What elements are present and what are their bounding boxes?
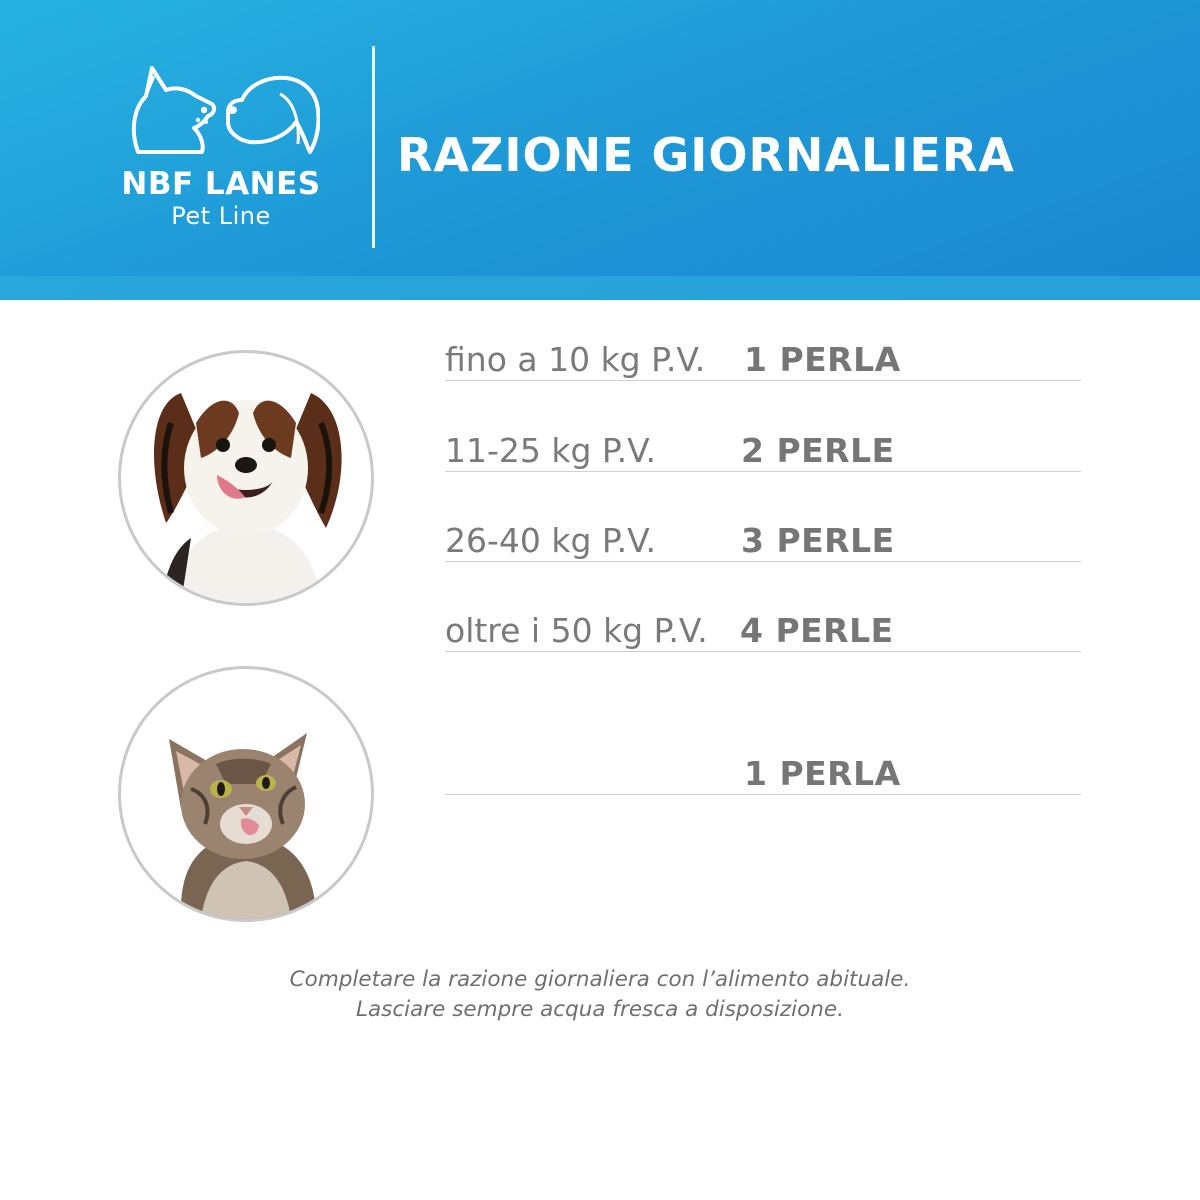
- dosage-weight: 11-25 kg P.V.: [445, 431, 656, 470]
- dosage-amount: 2 PERLE: [741, 431, 895, 470]
- cat-portrait: [118, 666, 374, 922]
- note-line-2: Lasciare sempre acqua fresca a disposizione.: [355, 997, 844, 1022]
- page-title: RAZIONE GIORNALIERA: [397, 128, 1015, 182]
- dosage-amount: 1 PERLA: [744, 754, 901, 793]
- brand-subtitle: Pet Line: [171, 202, 271, 230]
- header-band: [0, 276, 1200, 300]
- cat-and-dog-logo-icon: [120, 60, 320, 160]
- dosage-weight: fino a 10 kg P.V.: [445, 340, 706, 379]
- cat-illustration: [121, 669, 371, 919]
- dosage-amount: 4 PERLE: [740, 611, 894, 650]
- dosage-weight: 26-40 kg P.V.: [445, 521, 656, 560]
- dosage-row-4: [445, 611, 1081, 652]
- dosage-amount: 3 PERLE: [741, 521, 895, 560]
- dosage-weight: oltre i 50 kg P.V.: [445, 611, 708, 650]
- brand-name: NBF LANES: [121, 166, 321, 202]
- dog-portrait: [118, 350, 374, 606]
- dosage-row-3: [445, 521, 1081, 562]
- cat-dosage-row: [445, 754, 1081, 795]
- header-divider: [372, 46, 375, 248]
- dosage-amount: 1 PERLA: [744, 340, 901, 379]
- brand-logo: [110, 60, 340, 250]
- dog-illustration: [121, 353, 371, 603]
- note-line-1: Completare la razione giornaliera con l’alimento abituale.: [289, 967, 911, 992]
- dosage-row-1: [445, 340, 1081, 381]
- dosage-row-2: [445, 431, 1081, 472]
